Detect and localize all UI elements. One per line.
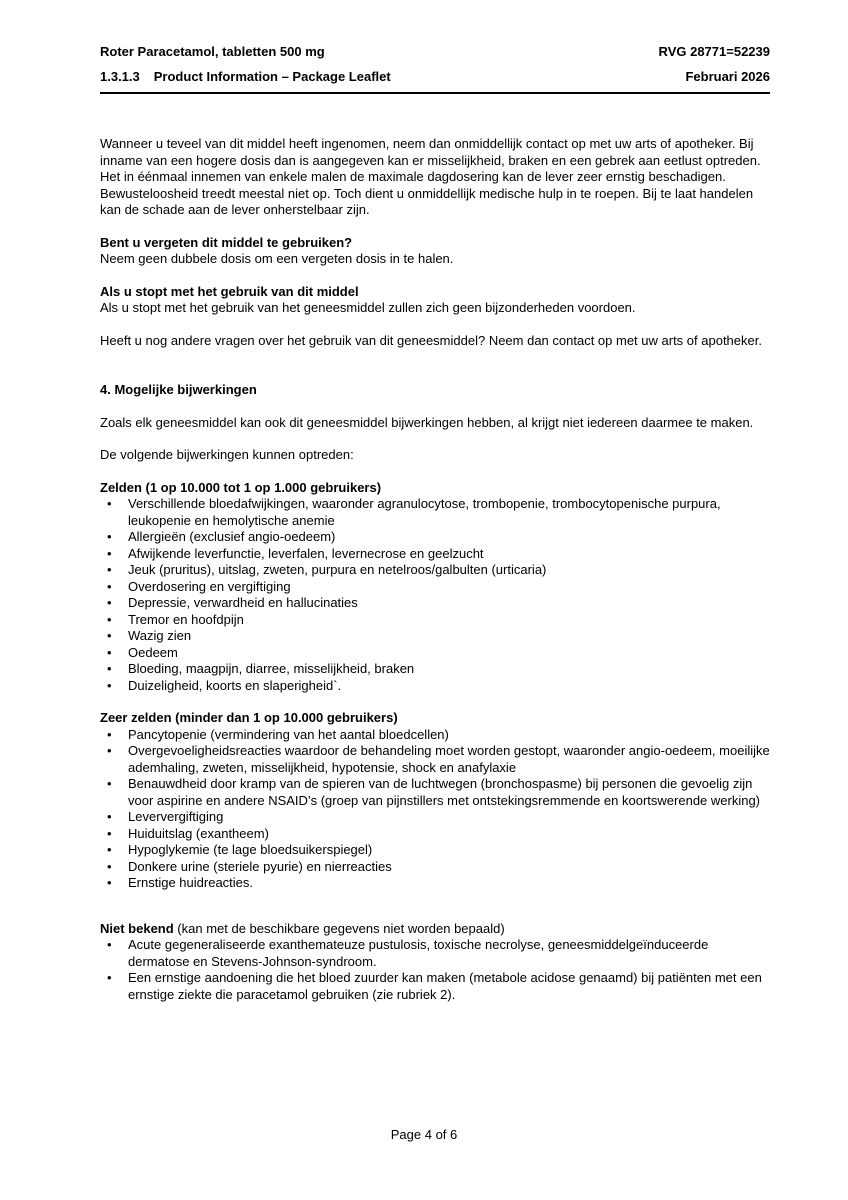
list-item: • Leververgiftiging bbox=[100, 809, 770, 826]
questions-paragraph: Heeft u nog andere vragen over het gebruik van dit geneesmiddel? Neem dan contact op met uw arts of apotheker. bbox=[100, 332, 762, 348]
list-item: • Een ernstige aandoening die het bloed zuurder kan maken (metabole acidose genaamd) bij patiënten met een ernstige ziekte die paracetamol gebruiken (zie rubriek 2). bbox=[100, 970, 770, 1003]
list-item: • Ernstige huidreacties. bbox=[100, 875, 770, 892]
list-item: • Pancytopenie (vermindering van het aantal bloedcellen) bbox=[100, 727, 770, 744]
list-item: • Overgevoeligheidsreacties waardoor de behandeling moet worden gestopt, waaronder angio-oedeem, moeilijke ademhaling, zweten, misselijkheid, hypotensie, shock en anafylaxie bbox=[100, 743, 770, 776]
list-item: • Huiduitslag (exantheem) bbox=[100, 826, 770, 843]
list-item: • Afwijkende leverfunctie, leverfalen, levernecrose en geelzucht bbox=[100, 546, 770, 563]
list-item: • Oedeem bbox=[100, 645, 770, 662]
list-item: • Allergieën (exclusief angio-oedeem) bbox=[100, 529, 770, 546]
list-item: • Depressie, verwardheid en hallucinaties bbox=[100, 595, 770, 612]
stop-use-text: Als u stopt met het gebruik van het geneesmiddel zullen zich geen bijzonderheden voordoen. bbox=[100, 300, 636, 315]
unknown-frequency-heading bbox=[100, 921, 770, 938]
stop-use-heading: Als u stopt met het gebruik van dit middel bbox=[100, 283, 359, 299]
list-item: • Benauwdheid door kramp van de spieren van de luchtwegen (bronchospasme) bij personen die gevoelig zijn voor aspirine en andere NSAID’s (groep van pijnstillers met ontstekingsremmende en koortswerende werking) bbox=[100, 776, 770, 809]
header-divider bbox=[100, 92, 770, 94]
overdose-paragraph: Wanneer u teveel van dit middel heeft ingenomen, neem dan onmiddellijk contact op met uw arts of apotheker. Bij inname van een hogere dosis dan is aangegeven kan er misselijkheid, braken en een gebrek aan eetlust optreden. Het in éénmaal innemen van enkele malen de maximale dagdosering kan de lever zeer ernstig beschadigen. Bewusteloosheid treedt meestal niet op. Toch dient u onmiddellijk medische hulp in te roepen. Bij te laat handelen kan de schade aan de lever onherstelbaar zijn. bbox=[100, 136, 761, 217]
document-title: Product Information – Package Leaflet bbox=[153, 69, 391, 84]
list-item: • Donkere urine (steriele pyurie) en nierreacties bbox=[100, 859, 770, 876]
list-item: • Verschillende bloedafwijkingen, waaronder agranulocytose, trombopenie, trombocytopenische purpura, leukopenie en hemolytische anemie bbox=[100, 496, 770, 529]
page-content bbox=[100, 44, 770, 1003]
header-row-2 bbox=[100, 69, 770, 85]
forgot-dose-heading: Bent u vergeten dit middel te gebruiken? bbox=[100, 234, 353, 250]
document-id bbox=[100, 69, 391, 85]
unknown-frequency-heading-rest: (kan met de beschikbare gegevens niet worden bepaald) bbox=[173, 920, 505, 936]
page-header bbox=[100, 44, 770, 94]
section-4-heading: 4. Mogelijke bijwerkingen bbox=[100, 382, 257, 397]
rvg-number: RVG 28771=52239 bbox=[658, 44, 770, 59]
list-item: • Bloeding, maagpijn, diarree, misselijkheid, braken bbox=[100, 661, 770, 678]
list-item: • Duizeligheid, koorts en slaperigheid`. bbox=[100, 678, 770, 695]
list-item: • Wazig zien bbox=[100, 628, 770, 645]
product-title: Roter Paracetamol, tabletten 500 mg bbox=[100, 44, 325, 59]
unknown-frequency-list bbox=[100, 937, 770, 1003]
section-4-lead: De volgende bijwerkingen kunnen optreden: bbox=[100, 447, 354, 462]
header-row-1 bbox=[100, 44, 770, 60]
document-number: 1.3.1.3 bbox=[100, 69, 140, 84]
header-date: Februari 2026 bbox=[685, 69, 770, 84]
list-item: • Acute gegeneraliseerde exanthemateuze pustulosis, toxische necrolyse, geneesmiddelgeïnduceerde dermatose en Stevens-Johnson-syndroom. bbox=[100, 937, 770, 970]
forgot-dose-text: Neem geen dubbele dosis om een vergeten dosis in te halen. bbox=[100, 251, 454, 266]
list-item: • Overdosering en vergiftiging bbox=[100, 579, 770, 596]
very-rare-side-effects-list bbox=[100, 727, 770, 892]
rare-heading: Zelden (1 op 10.000 tot 1 op 1.000 gebruikers) bbox=[100, 479, 382, 495]
page-number: Page 4 of 6 bbox=[390, 1127, 458, 1142]
list-item: • Jeuk (pruritus), uitslag, zweten, purpura en netelroos/galbulten (urticaria) bbox=[100, 562, 770, 579]
section-4-intro: Zoals elk geneesmiddel kan ook dit geneesmiddel bijwerkingen hebben, al krijgt niet iedereen daarmee te maken. bbox=[100, 414, 754, 430]
rare-side-effects-list bbox=[100, 496, 770, 694]
list-item: • Tremor en hoofdpijn bbox=[100, 612, 770, 629]
list-item: • Hypoglykemie (te lage bloedsuikerspiegel) bbox=[100, 842, 770, 859]
very-rare-heading: Zeer zelden (minder dan 1 op 10.000 gebruikers) bbox=[100, 710, 398, 725]
unknown-frequency-heading-bold: Niet bekend bbox=[100, 920, 174, 936]
page-footer bbox=[0, 1127, 848, 1144]
